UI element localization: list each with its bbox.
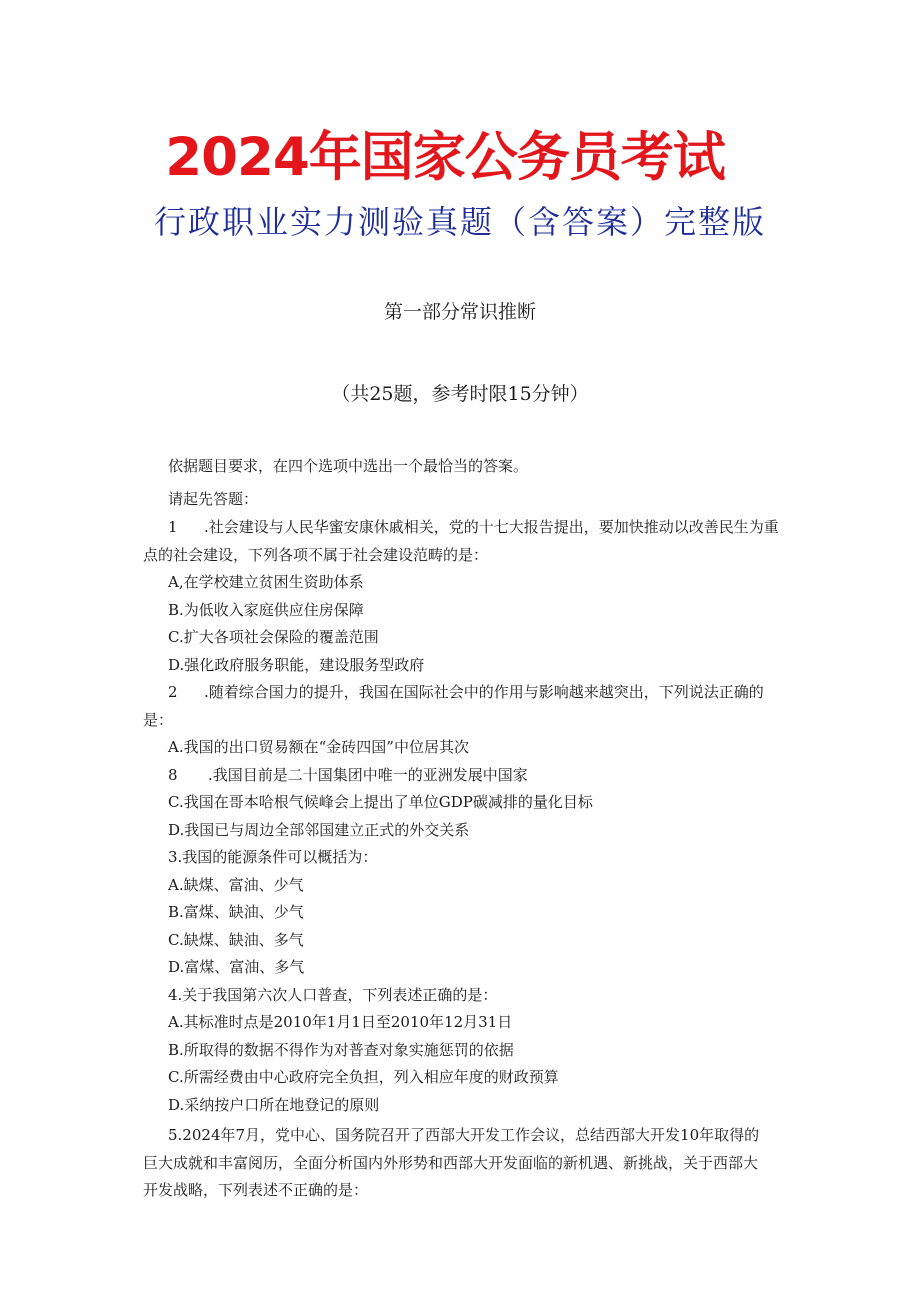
question-1-stem-line2: 点的社会建设，下列各项不属于社会建设范畴的是： <box>143 545 489 564</box>
question-3-option-c: C.缺煤、缺油、多气 <box>168 930 304 949</box>
question-content <box>143 453 785 1205</box>
question-2-option-c: C.我国在哥本哈根气候峰会上提出了单位GDP碳减排的量化目标 <box>168 793 593 811</box>
question-2-option-b-number: 8 <box>168 765 178 784</box>
question-5-stem-line1: 5.2024年7月，党中心、国务院召开了西部大开发工作会议，总结西部大开发10年取得的 <box>168 1126 760 1144</box>
question-1-stem-line1: .社会建设与人民华蜜安康休戚相关，党的十七大报告提出，要加快推动以改善民生为重 <box>204 518 779 536</box>
question-2-option-b <box>143 762 785 790</box>
section-title: 第一部分常识推断 <box>383 301 536 323</box>
instruction-start: 请起先答题： <box>168 489 259 508</box>
question-2-option-a: A.我国的出口贸易额在“金砖四国”中位居其次 <box>168 738 469 756</box>
question-4-option-a: A.其标准时点是2010年1月1日至2010年12月31日 <box>168 1013 513 1031</box>
question-1-stem <box>143 514 785 542</box>
question-1-option-d: D.强化政府服务职能，建设服务型政府 <box>168 655 425 674</box>
question-4-option-d: D.采纳按户口所在地登记的原则 <box>168 1095 380 1114</box>
document-title: 2024年国家公务员考试 <box>165 127 725 188</box>
question-1-option-a: A,在学校建立贫困生资助体系 <box>168 573 364 591</box>
question-2-stem <box>143 679 785 707</box>
question-2-option-b-text: .我国目前是二十国集团中唯一的亚洲发展中国家 <box>208 765 528 784</box>
question-4-stem: 4.关于我国第六次人口普查，下列表述正确的是： <box>168 985 498 1004</box>
question-2-stem-line2: 是： <box>143 710 174 729</box>
instruction-text: 依据题目要求，在四个选项中选出一个最恰当的答案。 <box>168 457 529 475</box>
question-2-option-d: D.我国已与周边全部邻国建立正式的外交关系 <box>168 820 470 839</box>
question-4-option-c: C.所需经费由中心政府完全负担，列入相应年度的财政预算 <box>168 1068 559 1086</box>
question-3-stem: 3.我国的能源条件可以概括为： <box>168 848 378 866</box>
question-3-option-d: D.富煤、富油、多气 <box>168 958 305 976</box>
question-1-number: 1 <box>168 518 178 536</box>
question-2-stem-line1: .随着综合国力的提升，我国在国际社会中的作用与影响越来越突出，下列说法正确的 <box>204 683 764 701</box>
document-subtitle: 行政职业实力测验真题（含答案）完整版 <box>153 203 766 241</box>
section-note: （共25题，参考时限15分钟） <box>331 383 589 405</box>
question-1-option-b: B.为低收入家庭供应住房保障 <box>168 600 364 619</box>
question-3-option-b: B.富煤、缺油、少气 <box>168 903 304 921</box>
question-2-number: 2 <box>168 683 178 701</box>
question-3-option-a: A.缺煤、富油、少气 <box>168 875 304 894</box>
question-1-option-c: C.扩大各项社会保险的覆盖范围 <box>168 628 379 646</box>
question-5-stem-line2: 巨大成就和丰富阅历，全面分析国内外形势和西部大开发面临的新机遇、新挑战，关于西部大 <box>143 1153 759 1172</box>
question-4-option-b: B.所取得的数据不得作为对普查对象实施惩罚的依据 <box>168 1040 514 1059</box>
question-5-stem-line3: 开发战略，下列表述不正确的是： <box>143 1181 369 1199</box>
